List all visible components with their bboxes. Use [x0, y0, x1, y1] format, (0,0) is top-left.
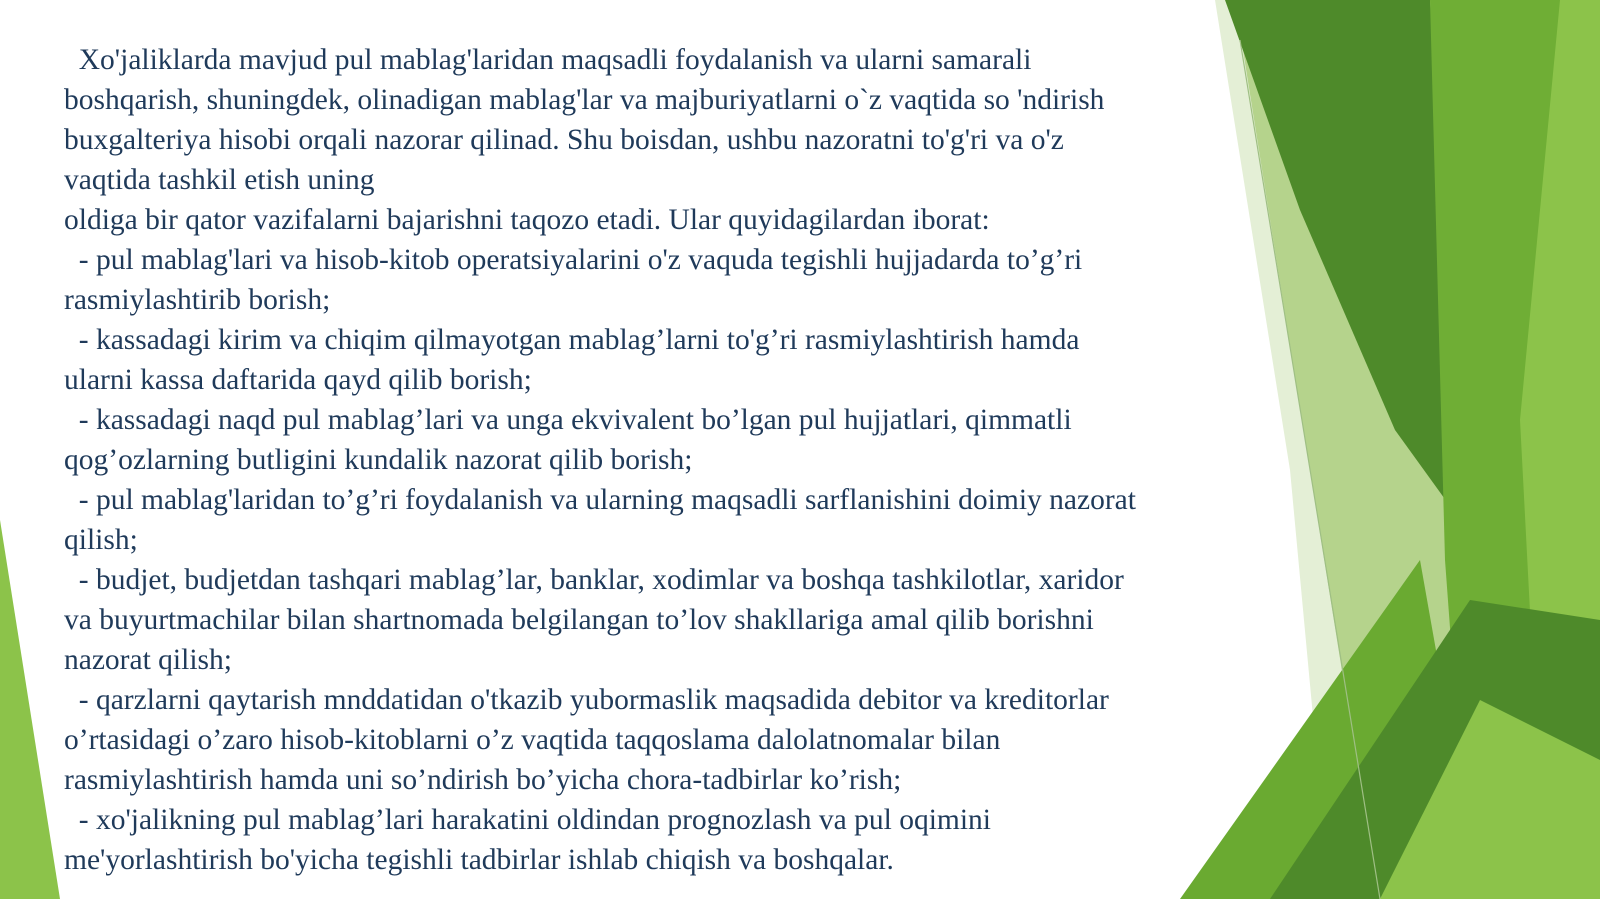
- text-line: - kassadagi naqd pul mablag’lari va unga ekvivalent bo’lgan pul hujjatlari, qimmatli: [64, 404, 1072, 436]
- text-line: - budjet, budjetdan tashqari mablag’lar, banklar, xodimlar va boshqa tashkilotlar, xaridor: [64, 564, 1124, 596]
- text-line: rasmiylashtirish hamda uni so’ndirish bo’yicha chora-tadbirlar ko’rish;: [64, 764, 902, 796]
- text-line: o’rtasidagi o’zaro hisob-kitoblarni o’z vaqtida taqqoslama dalolatnomalar bilan: [64, 724, 1001, 756]
- text-line: rasmiylashtirib borish;: [64, 284, 331, 316]
- text-line: qilish;: [64, 524, 138, 556]
- text-line: - pul mablag'laridan to’g’ri foydalanish va ularning maqsadli sarflanishini doimiy nazorat: [64, 484, 1136, 516]
- text-line: - pul mablag'lari va hisob-kitob operatsiyalarini o'z vaquda tegishli hujjadarda to’g’ri: [64, 244, 1083, 276]
- text-line: vaqtida tashkil etish uning: [64, 164, 375, 196]
- text-line: ularni kassa daftarida qayd qilib borish;: [64, 364, 532, 396]
- text-line: nazorat qilish;: [64, 644, 232, 676]
- text-line: va buyurtmachilar bilan shartnomada belgilangan to’lov shakllariga amal qilib borishni: [64, 604, 1094, 636]
- text-line: buxgalteriya hisobi orqali nazorar qilinad. Shu boisdan, ushbu nazoratni to'g'ri va o'z: [64, 124, 1064, 156]
- text-line: - qarzlarni qaytarish mnddatidan o'tkazib yubormaslik maqsadida debitor va kreditorlar: [64, 684, 1109, 716]
- text-line: Xo'jaliklarda mavjud pul mablag'laridan maqsadli foydalanish va ularni samarali: [64, 44, 1032, 76]
- text-line: me'yorlashtirish bo'yicha tegishli tadbirlar ishlab chiqish va boshqalar.: [64, 844, 894, 876]
- text-line: - kassadagi kirim va chiqim qilmayotgan mablag’larni to'g’ri rasmiylashtirish hamda: [64, 324, 1080, 356]
- text-line: - xo'jalikning pul mablag’lari harakatini oldindan prognozlash va pul oqimini: [64, 804, 991, 836]
- slide-body-text: [64, 40, 1304, 880]
- text-line: boshqarish, shuningdek, olinadigan mablag'lar va majburiyatlarni o`z vaqtida so 'ndirish: [64, 84, 1105, 116]
- text-line: oldiga bir qator vazifalarni bajarishni taqozo etadi. Ular quyidagilardan iborat:: [64, 204, 990, 236]
- text-line: qog’ozlarning butligini kundalik nazorat qilib borish;: [64, 444, 693, 476]
